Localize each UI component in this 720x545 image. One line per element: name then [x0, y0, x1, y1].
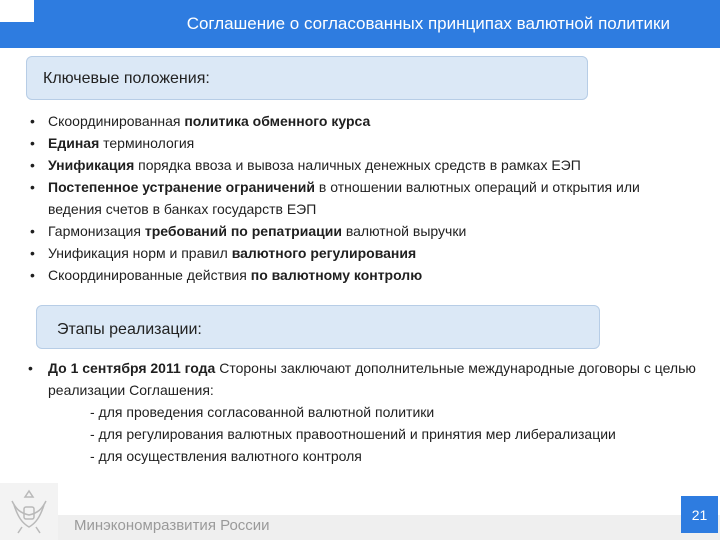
- list-item: • Гармонизация требований по репатриации валютной выручки: [30, 220, 690, 242]
- list-item: • Единая терминология: [30, 132, 690, 154]
- list-item: • До 1 сентября 2011 года Стороны заключают дополнительные международные договоры с целью реализации Соглашения: - для проведения согласованной валютной политики - для регулирования валютных правоотношений и принятия мер либерализации - для осуществления валютного контроля: [28, 357, 698, 467]
- ministry-name: Минэкономразвития России: [74, 517, 270, 534]
- list-item: • Скоординированные действия по валютному контролю: [30, 264, 690, 286]
- sub-item: - для проведения согласованной валютной политики: [90, 404, 435, 420]
- deadline-date: До 1 сентября 2011 года: [48, 360, 216, 376]
- section-implementation-stages: [36, 305, 600, 349]
- list-item: • Унификация порядка ввоза и вывоза наличных денежных средств в рамках ЕЭП: [30, 154, 690, 176]
- list-item: • Унификация норм и правил валютного регулирования: [30, 242, 690, 264]
- list-item: • Постепенное устранение ограничений в отношении валютных операций и открытия или ведения счетов в банках государств ЕЭП: [30, 176, 690, 220]
- section-key-provisions: [26, 56, 588, 100]
- sub-item: - для осуществления валютного контроля: [90, 448, 362, 464]
- stages-list: [28, 357, 698, 467]
- section-label: Этапы реализации:: [57, 321, 202, 338]
- sub-item: - для регулирования валютных правоотношений и принятия мер либерализации: [90, 426, 616, 442]
- page-title: Соглашение о согласованных принципах валютной политики: [186, 14, 670, 33]
- coat-of-arms-icon: [0, 483, 58, 540]
- page-number: 21: [681, 496, 718, 533]
- list-item: • Скоординированная политика обменного курса: [30, 110, 690, 132]
- key-provisions-list: [30, 110, 690, 286]
- section-label: Ключевые положения:: [43, 70, 210, 87]
